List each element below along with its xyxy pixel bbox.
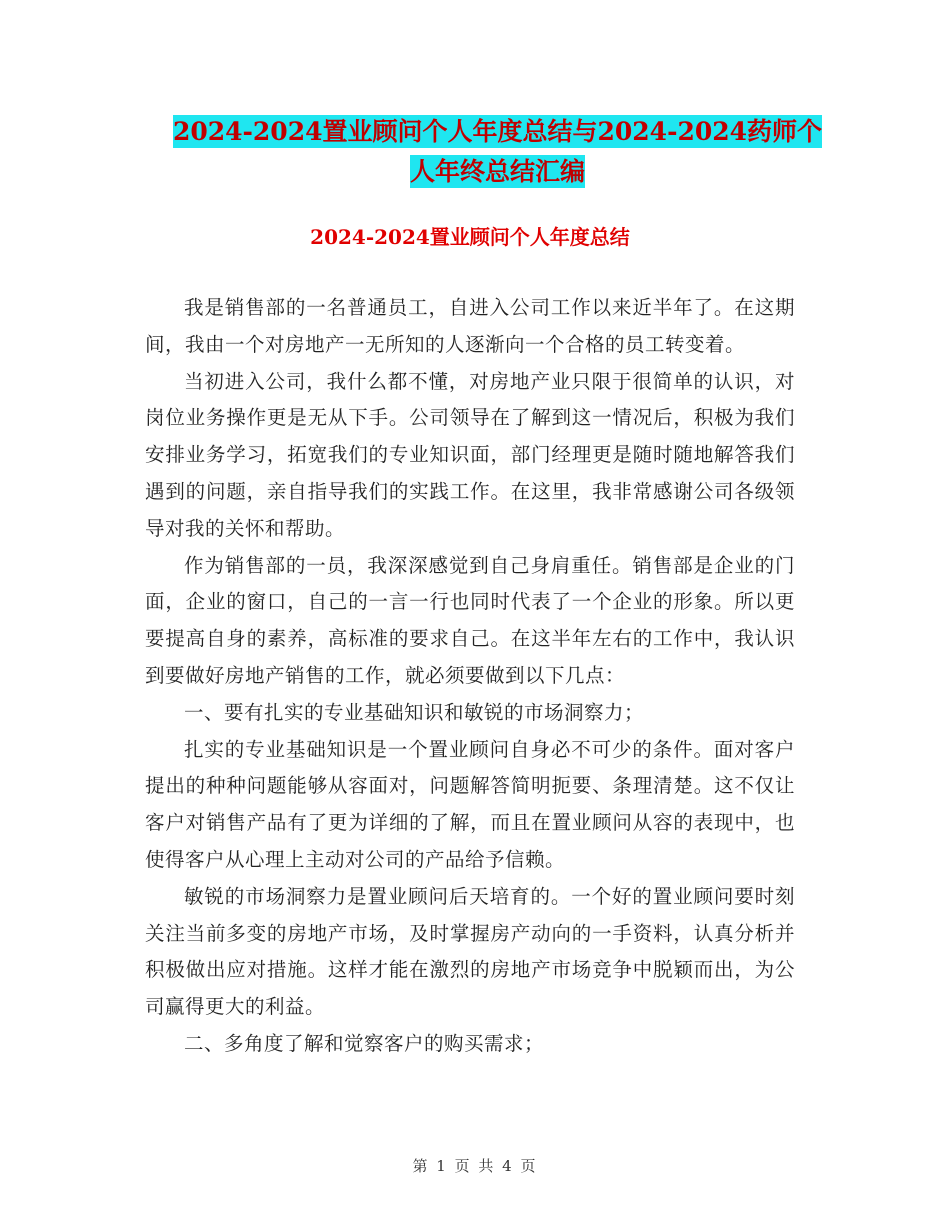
page-footer: 第 1 页 共 4 页 (412, 1157, 538, 1175)
paragraph: 一、要有扎实的专业基础知识和敏锐的市场洞察力； (184, 700, 645, 724)
paragraph: 作为销售部的一员，我深深感觉到自己身肩重任。销售部是企业的门面，企业的窗口，自己的一言一行也同时代表了一个企业的形象。所以更要提高自身的素养，高标准的要求自己。在这半年左右的工作中，我认识到要做好房地产销售的工作，就必须要做到以下几点： (145, 553, 795, 687)
paragraph: 我是销售部的一名普通员工，自进入公司工作以来近半年了。在这期间，我由一个对房地产一无所知的人逐渐向一个合格的员工转变着。 (145, 296, 795, 356)
paragraph: 当初进入公司，我什么都不懂，对房地产业只限于很简单的认识，对岗位业务操作更是无从下手。公司领导在了解到这一情况后，积极为我们安排业务学习，拓宽我们的专业知识面，部门经理更是随时随地解答我们遇到的问题，亲自指导我们的实践工作。在这里，我非常感谢公司各级领导对我的关怀和帮助。 (145, 369, 795, 540)
document-title-line2: 人年终总结汇编 (409, 157, 585, 186)
paragraph: 二、多角度了解和觉察客户的购买需求； (184, 1031, 545, 1055)
section-title: 2024-2024置业顾问个人年度总结 (310, 225, 630, 249)
paragraph: 敏锐的市场洞察力是置业顾问后天培育的。一个好的置业顾问要时刻关注当前多变的房地产市场，及时掌握房产动向的一手资料，认真分析并积极做出应对措施。这样才能在激烈的房地产市场竞争中脱颖而出，为公司赢得更大的利益。 (145, 884, 795, 1019)
document-title (145, 112, 850, 192)
document-body (145, 290, 795, 1063)
document-title-line1: 2024-2024置业顾问个人年度总结与2024-2024药师个 (172, 117, 823, 146)
paragraph: 扎实的专业基础知识是一个置业顾问自身必不可少的条件。面对客户提出的种种问题能够从容面对，问题解答简明扼要、条理清楚。这不仅让客户对销售产品有了更为详细的了解，而且在置业顾问从容的表现中，也使得客户从心理上主动对公司的产品给予信赖。 (145, 737, 795, 871)
